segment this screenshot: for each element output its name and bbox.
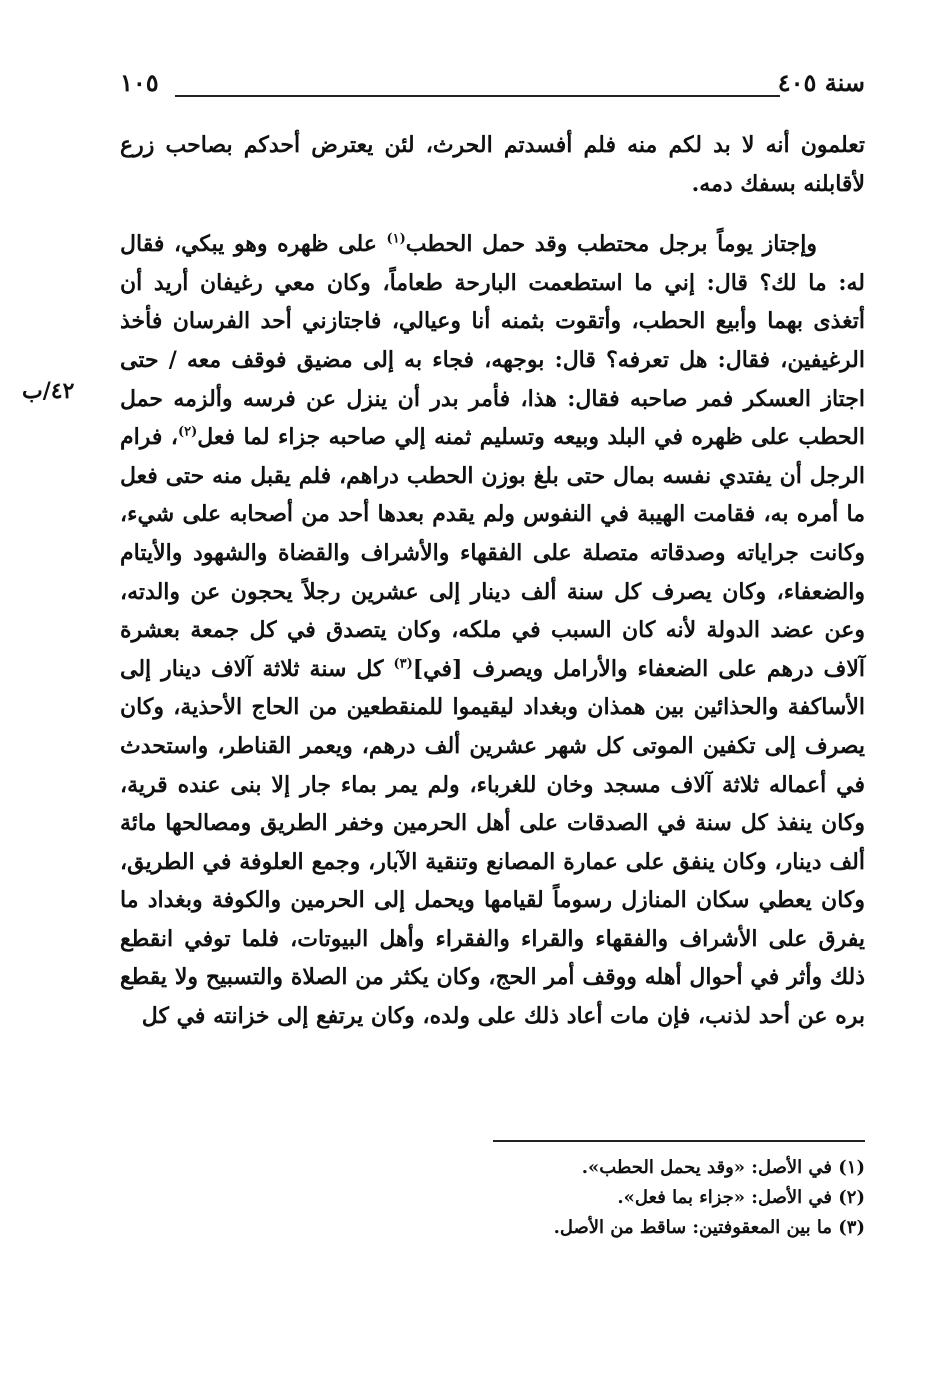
footnote-1: (١) في الأصل: «وقد يحمل الحطب». xyxy=(581,1157,865,1178)
footnote-2: (٢) في الأصل: «جزاء بما فعل». xyxy=(617,1187,865,1208)
paragraph-2-part-3: ، فرام الرجل أن يفتدي نفسه بمال حتى بلغ بوزن الحطب دراهم، فلم يقبل منه حتى فعل ما أمره به، فقامت الهيبة في النفوس ولم يقدم بعدها أحد من أصحابه على شيء، وكانت جراياته وصدقاته متصلة على الفقهاء والأشراف والقضاة والشهود والأيتام والضعفاء، وكان يصرف كل سنة ألف دينار إلى عشرين رجلاً يحجون عن والدته، وعن عضد الدولة لأنه كان السبب في ملكه، وكان يتصدق في كل جمعة بعشرة آلاف درهم على الضعفاء والأرامل ويصرف [في] xyxy=(120,424,865,682)
paragraph-1: تعلمون أنه لا بد لكم منه فلم أفسدتم الحرث، لئن يعترض أحدكم بصاحب زرع لأقابلنه بسفك دمه. xyxy=(120,132,865,197)
footnote-ref-3: (٣) xyxy=(393,656,413,672)
page-header xyxy=(120,68,865,108)
footnote-separator xyxy=(493,1140,865,1142)
footnote-ref-2: (٢) xyxy=(177,424,198,440)
main-text xyxy=(120,126,865,1036)
running-title: سنة ٤٠٥ xyxy=(777,68,865,97)
footnote-ref-1: (١) xyxy=(386,231,406,247)
page-number: ١٠٥ xyxy=(120,68,159,97)
paragraph-2-part-4: كل سنة ثلاثة آلاف دينار إلى الأساكفة والحذائين بين همذان وبغداد ليقيموا للمنقطعين من الحاج الأحذية، وكان يصرف إلى تكفين الموتى كل شهر عشرين ألف درهم، ويعمر القناطر، واستحدث في أعماله ثلاثة آلاف مسجد وخان للغرباء، ولم يمر بماء جار إلا بنى عنده قرية، وكان ينفذ كل سنة في الصدقات على أهل الحرمين وخفر الطريق ومصالحها مائة ألف دينار، وكان ينفق على عمارة المصانع وتنقية الآبار، وجمع العلوفة في الطريق، وكان يعطي سكان المنازل رسوماً لقيامها ويحمل إلى الحرمين والكوفة وبغداد ما يفرق على الأشراف والفقهاء والقراء والفقراء وأهل البيوتات، فلما توفي انقطع ذلك وأثر في أحوال أهله ووقف أمر الحج، وكان يكثر من الصلاة والتسبيح ولا يقطع بره عن أحد لذنب، فإن مات أعاد ذلك على ولده، وكان يرتفع إلى خزانته في كل xyxy=(120,655,865,1030)
paragraph-gap xyxy=(120,203,865,225)
footnote-3: (٣) ما بين المعقوفتين: ساقط من الأصل. xyxy=(553,1217,865,1238)
paragraph-2 xyxy=(120,225,865,1035)
paragraph-2-part-1: وإجتاز يوماً برجل محتطب وقد حمل الحطب xyxy=(405,231,817,258)
paragraph-2-part-2: على ظهره وهو يبكي، فقال له: ما لك؟ قال: إني ما استطعمت البارحة طعاماً، وكان معي رغيفان أريد أن أتغذى بهما وأبيع الحطب، وأتقوت بثمنه أنا وعيالي، فاجتازني أحد الفرسان فأخذ الرغيفين، فقال: هل تعرفه؟ قال: بوجهه، فجاء به إلى مضيق فوقف معه / حتى اجتاز العسكر فمر صاحبه فقال: هذا، فأمر بدر أن ينزل عن فرسه وألزمه حمل الحطب على ظهره في البلد وبيعه وتسليم ثمنه إلي صاحبه جزاء لما فعل xyxy=(120,231,866,451)
header-rule xyxy=(175,95,780,97)
footnotes xyxy=(120,1153,865,1243)
folio-margin-note: ٤٢/ب xyxy=(22,378,75,404)
